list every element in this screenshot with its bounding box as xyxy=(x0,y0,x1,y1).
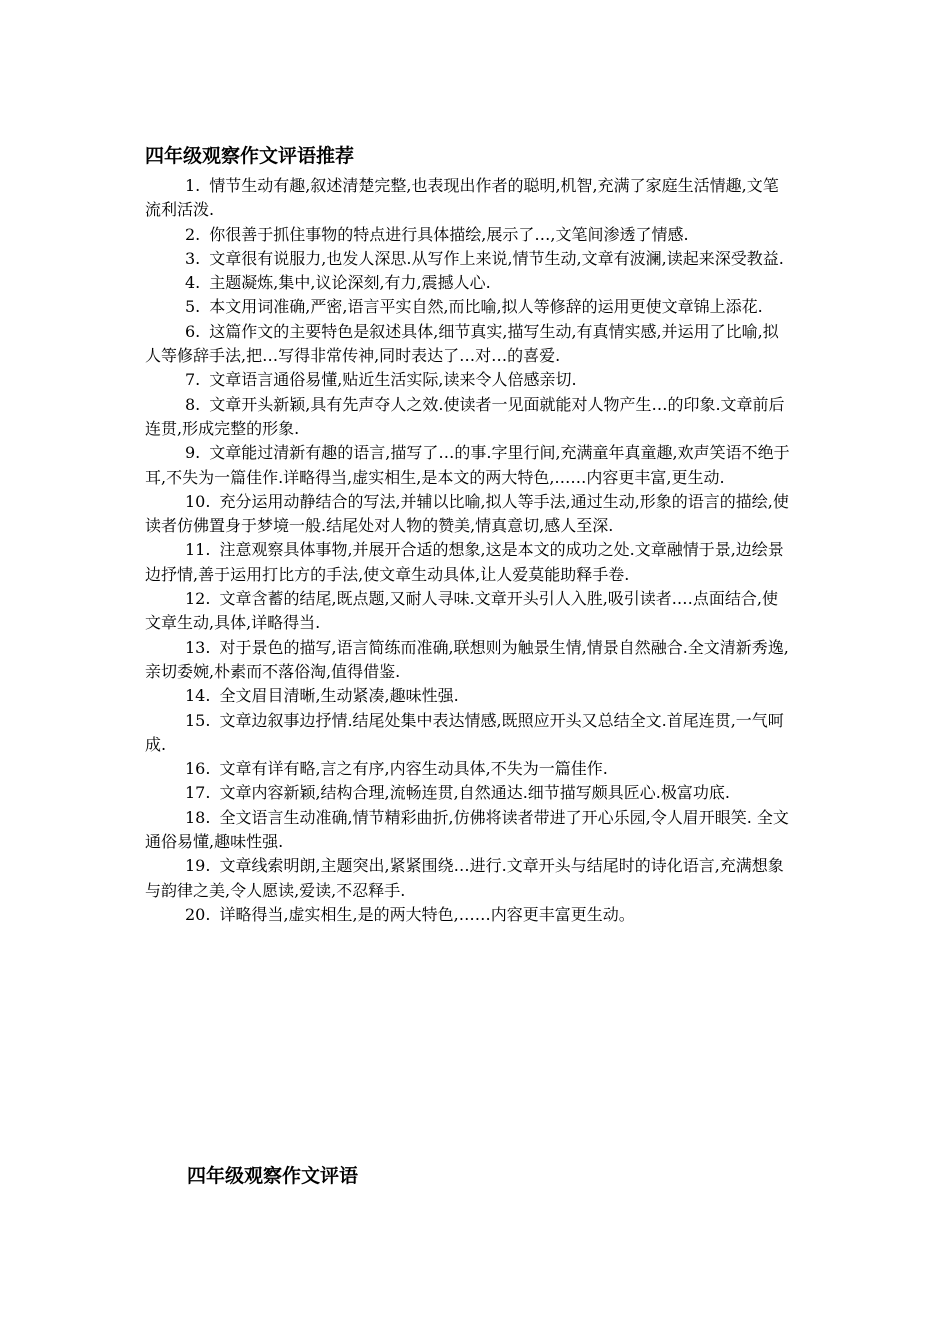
list-item xyxy=(145,757,793,781)
list-item xyxy=(145,684,793,708)
item-number: 3. xyxy=(185,248,201,268)
list-item xyxy=(145,854,793,903)
item-text: 文章线索明朗,主题突出,紧紧围绕…进行.文章开头与结尾时的诗化语言,充满想象与韵律之美,令人愿读,爱读,不忍释手. xyxy=(145,856,784,900)
item-number: 10. xyxy=(185,491,211,511)
item-number: 9. xyxy=(185,443,201,463)
item-number: 2. xyxy=(185,224,201,244)
item-number: 15. xyxy=(185,710,211,730)
item-number: 19. xyxy=(185,856,211,876)
item-text: 主题凝炼,集中,议论深刻,有力,震撼人心. xyxy=(209,273,491,293)
item-text: 文章内容新颖,结构合理,流畅连贯,自然通达.细节描写颇具匠心.极富功底. xyxy=(219,783,730,803)
list-item xyxy=(145,271,793,295)
item-number: 17. xyxy=(185,783,211,803)
list-item xyxy=(145,636,793,685)
item-text: 文章边叙事边抒情.结尾处集中表达情感,既照应开头又总结全文.首尾连贯,一气呵成. xyxy=(145,710,784,754)
item-number: 12. xyxy=(185,589,211,609)
list-item xyxy=(145,223,793,247)
item-number: 5. xyxy=(185,297,201,317)
item-text: 充分运用动静结合的写法,并辅以比喻,拟人等手法,通过生动,形象的语言的描绘,使读者仿佛置身于梦境一般.结尾处对人物的赞美,情真意切,感人至深. xyxy=(145,491,789,536)
list-item xyxy=(145,709,793,758)
item-number: 6. xyxy=(185,321,201,341)
list-item xyxy=(145,247,793,271)
item-number: 7. xyxy=(185,370,201,390)
item-text: 文章开头新颖,具有先声夺人之效.使读者一见面就能对人物产生…的印象.文章前后连贯,形成完整的形象. xyxy=(145,394,785,438)
list-item xyxy=(145,295,793,319)
item-number: 11. xyxy=(185,540,211,560)
item-text: 文章很有说服力,也发人深思.从写作上来说,情节生动,文章有波澜,读起来深受教益. xyxy=(209,248,784,268)
item-text: 详略得当,虚实相生,是的两大特色,……内容更丰富更生动。 xyxy=(219,904,635,924)
item-number: 8. xyxy=(185,394,201,414)
list-item xyxy=(145,781,793,805)
comment-list xyxy=(145,174,793,927)
item-text: 文章含蓄的结尾,既点题,又耐人寻味.文章开头引人入胜,吸引读者.…点面结合,使文章生动,具体,详略得当. xyxy=(145,589,778,633)
item-text: 文章有详有略,言之有序,内容生动具体,不失为一篇佳作. xyxy=(219,759,608,779)
item-number: 20. xyxy=(185,904,211,924)
item-text: 本文用词准确,严密,语言平实自然,而比喻,拟人等修辞的运用更使文章锦上添花. xyxy=(209,297,763,317)
list-item xyxy=(145,490,793,539)
item-number: 4. xyxy=(185,273,201,293)
list-item xyxy=(145,174,793,223)
list-item xyxy=(145,587,793,636)
item-number: 18. xyxy=(185,807,211,827)
item-text: 文章能过清新有趣的语言,描写了…的事.字里行间,充满童年真童趣,欢声笑语不绝于耳,不失为一篇佳作.详略得当,虚实相生,是本文的两大特色,……内容更丰富,更生动. xyxy=(145,443,790,487)
list-item xyxy=(145,368,793,392)
list-item xyxy=(145,320,793,369)
item-text: 情节生动有趣,叙述清楚完整,也表现出作者的聪明,机智,充满了家庭生活情趣,文笔流利活泼. xyxy=(145,176,779,220)
item-text: 注意观察具体事物,并展开合适的想象,这是本文的成功之处.文章融情于景,边绘景边抒情,善于运用打比方的手法,使文章生动具体,让人爱莫能助释手卷. xyxy=(145,540,784,584)
list-item xyxy=(145,441,793,490)
item-text: 文章语言通俗易懂,贴近生活实际,读来令人倍感亲切. xyxy=(209,370,577,390)
section-subtitle: 四年级观察作文评语 xyxy=(187,1165,359,1187)
item-number: 13. xyxy=(185,637,211,657)
item-number: 16. xyxy=(185,759,211,779)
list-item xyxy=(145,806,793,855)
list-item xyxy=(145,903,793,927)
item-text: 对于景色的描写,语言简练而准确,联想则为触景生情,情景自然融合.全文清新秀逸,亲切委婉,朴素而不落俗淘,值得借鉴. xyxy=(145,637,789,681)
list-item xyxy=(145,393,793,442)
item-number: 14. xyxy=(185,686,211,706)
item-text: 你很善于抓住事物的特点进行具体描绘,展示了…,文笔间渗透了情感. xyxy=(209,224,689,244)
item-text: 全文语言生动准确,情节精彩曲折,仿佛将读者带进了开心乐园,令人眉开眼笑. 全文通俗易懂,趣味性强. xyxy=(145,807,789,852)
item-text: 全文眉目清晰,生动紧凑,趣味性强. xyxy=(219,686,459,706)
item-text: 这篇作文的主要特色是叙述具体,细节真实,描写生动,有真情实感,并运用了比喻,拟人等修辞手法,把…写得非常传神,同时表达了…对…的喜爱. xyxy=(145,321,779,366)
item-number: 1. xyxy=(185,176,201,195)
list-item xyxy=(145,538,793,587)
document-title: 四年级观察作文评语推荐 xyxy=(145,145,355,167)
